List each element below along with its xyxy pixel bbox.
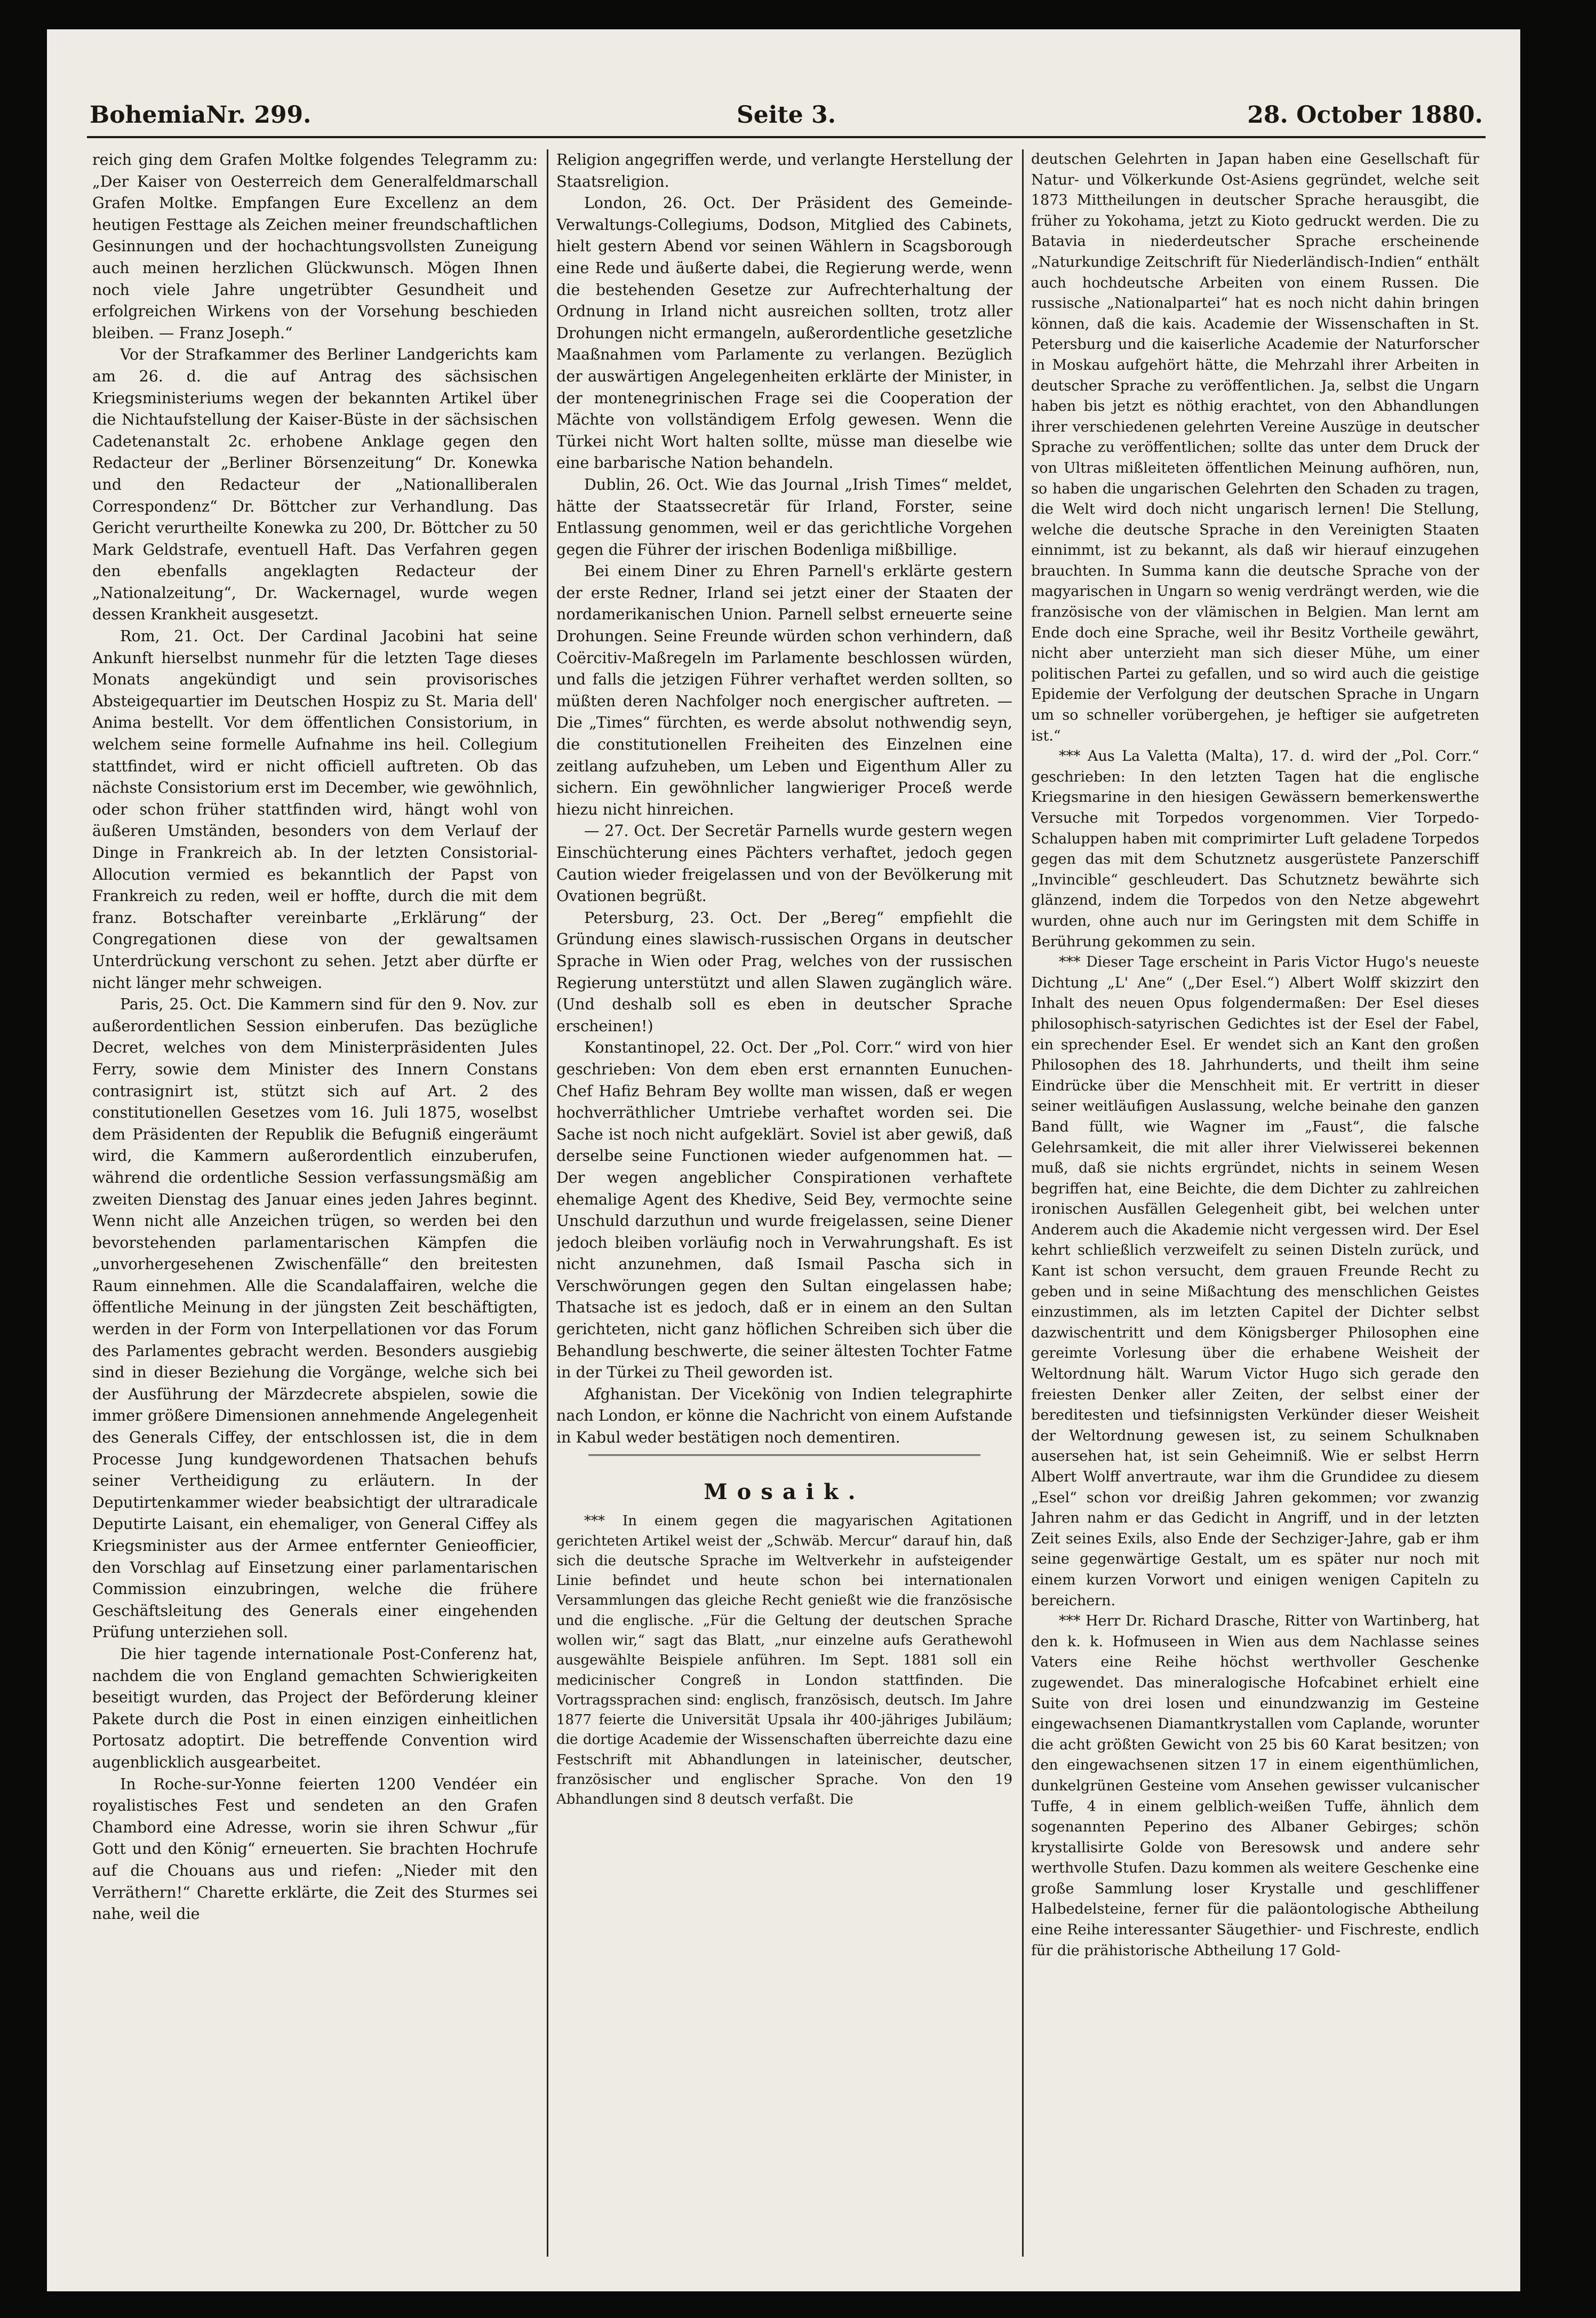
column-1 xyxy=(92,149,538,2267)
issue-number: BohemiaNr. 299. xyxy=(90,101,312,129)
column-divider xyxy=(1022,149,1024,2257)
article-paragraph: *** In einem gegen die magyarischen Agitationen gerichteten Artikel weist der „Schwäb. Mercur“ darauf hin, daß sich die deutsche Sprache im Weltverkehr in aufsteigender Linie befindet und heute schon bei internationalen Versammlungen das gleiche Recht genießt wie die französische und die englische. „Für die Geltung der deutschen Sprache wollen wir,“ sagt das Blatt, „nur einzelne aufs Gerathewohl ausgewählte Beispiele anführen. Im Sept. 1881 soll ein medicinischer Congreß in London stattfinden. Die Vortragssprachen sind: englisch, französisch, deutsch. Im Jahre 1877 feierte die Universität Upsala ihr 400-jähriges Jubiläum; die dortige Academie der Wissenschaften überreichte dazu eine Festschrift mit Abhandlungen in lateinischer, deutscher, französischer und englischer Sprache. Von den 19 Abhandlungen sind 8 deutsch verfaßt. Die xyxy=(556,1513,1012,1808)
article-paragraph: Die hier tagende internationale Post-Conferenz hat, nachdem die von England gemachten Schwierigkeiten beseitigt wurden, das Project der Beförderung kleiner Pakete durch die Post in einen einzigen einheitlichen Portosatz adoptirt. Die betreffende Convention wird augenblicklich ausgearbeitet. xyxy=(92,1645,538,1771)
article-paragraph: Religion angegriffen werde, und verlangte Herstellung der Staatsreligion. xyxy=(556,151,1012,190)
article-paragraph: Vor der Strafkammer des Berliner Landgerichts kam am 26. d. die auf Antrag des sächsischen Kriegsministeriums wegen der bekannten Artikel über die Nichtaufstellung der Kaiser-Büste in der sächsischen Cadetenanstalt 2c. erhobene Anklage gegen den Redacteur der „Berliner Börsenzeitung“ Dr. Konewka und den Redacteur der „Nationalliberalen Correspondenz“ Dr. Böttcher zur Verhandlung. Das Gericht verurtheilte Konewka zu 200, Dr. Böttcher zu 50 Mark Geldstrafe, eventuell Haft. Das Verfahren gegen den ebenfalls angeklagten Redacteur der „Nationalzeitung“, Dr. Wackernagel, wurde wegen dessen Krankheit ausgesetzt. xyxy=(92,346,538,624)
article-paragraph: Dublin, 26. Oct. Wie das Journal „Irish Times“ meldet, hätte der Staatssecretär für Irland, Forster, seine Entlassung genommen, weil er das gerichtliche Vorgehen gegen die Führer der irischen Bodenliga mißbillige. xyxy=(556,475,1012,559)
article-paragraph: Bei einem Diner zu Ehren Parnell's erklärte gestern der erste Redner, Irland sei jetzt einer der Staaten der nordamerikanischen Union. Parnell selbst erneuerte seine Drohungen. Seine Freunde würden schon verhindern, daß Coërcitiv-Maßregeln im Parlamente beschlossen würden, und falls die jetzigen Führer verhaftet werden sollten, so müßten deren Nachfolger noch energischer auftreten. — Die „Times“ fürchten, es werde absolut nothwendig seyn, die constitutionellen Freiheiten des Einzelnen eine zeitlang aufzuheben, um Leben und Eigenthum Aller zu sichern. Ein gewöhnlicher langwieriger Proceß werde hiezu nicht hinreichen. xyxy=(556,562,1012,818)
issue-date: 28. October 1880. xyxy=(1247,101,1483,129)
article-paragraph: *** Dieser Tage erscheint in Paris Victor Hugo's neueste Dichtung „L' Ane“ („Der Esel.“) Albert Wolff skizzirt den Inhalt des neuen Opus folgendermaßen: Der Esel dieses philosophisch-satyrischen Gedichtes ist der Esel der Fabel, ein sprechender Esel. Er wendet sich an Kant den großen Philosophen des 18. Jahrhunderts, und theilt ihm seine Eindrücke über die Menschheit mit. Er vertritt in dieser seiner weitläufigen Auslassung, welche beinahe den ganzen Band füllt, wie Wagner im „Faust“, die falsche Gelehrsamkeit, die mit aller ihrer Vielwisserei bekennen muß, daß sie nichts ergründet, nichts in seinem Wesen begriffen hat, eine Beichte, die dem Dichter zu zahlreichen ironischen Ausfällen Gelegenheit gibt, bei welchen unter Anderem auch die Akademie nicht vergessen wird. Der Esel kehrt schließlich verzweifelt zu seinen Disteln zurück, und Kant ist schon versucht, dem grauen Freunde Recht zu geben und in seine Mißachtung des menschlichen Geistes einzustimmen, als im letzten Capitel der Dichter selbst dazwischentritt und dem Königsberger Philosophen eine gereimte Vorlesung über die erhabene Weisheit der Weltordnung hält. Warum Victor Hugo sich gerade den freiesten Denker aller Zeiten, der selbst einer der bereditesten und tiefsinnigsten Verkünder dieser Weisheit der Weltordnung gewesen ist, zu seinem Schulknaben ausersehen hat, ist sein Geheimniß. Wie er selbst Herrn Albert Wolff anvertraute, war ihm die Grundidee zu diesem „Esel“ schon vor dreißig Jahren gekommen; vor zwanzig Jahren nahm er das Gedicht in Angriff, und in der letzten Zeit seines Exils, also Ende der Sechziger-Jahre, gab er ihm seine gegenwärtige Gestalt, um es später nur noch mit einem kurzen Vorwort und einigen wenigen Capiteln zu bereichern. xyxy=(1031,954,1479,1609)
article-paragraph: Afghanistan. Der Vicekönig von Indien telegraphirte nach London, er könne die Nachricht von einem Aufstande in Kabul weder bestätigen noch dementiren. xyxy=(556,1385,1012,1447)
article-paragraph: In Roche-sur-Yonne feierten 1200 Vendéer ein royalistisches Fest und sendeten an den Grafen Chambord eine Adresse, worin sie ihren Schwur „für Gott und den König“ erneuerten. Sie brachten Hochrufe auf die Chouans aus und riefen: „Nieder mit den Verräthern!“ Charette erklärte, die Zeit des Sturmes sei nahe, weil die xyxy=(92,1775,538,1923)
article-paragraph: Rom, 21. Oct. Der Cardinal Jacobini hat seine Ankunft hierselbst nunmehr für die letzten Tage dieses Monats angekündigt und sein provisorisches Absteigequartier im Deutschen Hospiz zu St. Maria dell' Anima bestellt. Vor dem öffentlichen Consistorium, in welchem seine formelle Aufnahme ins heil. Collegium stattfindet, wird er nicht officiell auftreten. Ob das nächste Consistorium erst im December, wie gewöhnlich, oder schon früher stattfinden wird, hängt wohl von äußeren Umständen, besonders von dem Verlauf der Dinge in Frankreich ab. In der letzten Consistorial-Allocution vermied es bekanntlich der Papst von Frankreich zu reden, weil er hoffte, durch die mit dem franz. Botschafter vereinbarte „Erklärung“ der Congregationen diese von der gewaltsamen Unterdrückung verschont zu sehen. Jetzt aber dürfte er nicht länger mehr schweigen. xyxy=(92,627,538,992)
newspaper-page xyxy=(47,29,1520,2291)
article-paragraph: deutschen Gelehrten in Japan haben eine Gesellschaft für Natur- und Völkerkunde Ost-Asiens gegründet, welche seit 1873 Mittheilungen in deutscher Sprache herausgibt, die früher zu Yokohama, jetzt zu Kioto gedruckt werden. Die zu Batavia in niederdeutscher Sprache erscheinende „Naturkundige Zeitschrift für Niederländisch-Indien“ enthält auch hochdeutsche Arbeiten von einem Russen. Die russische „Nationalpartei“ hat es noch nicht dahin bringen können, daß die kais. Academie der Wissenschaften in St. Petersburg und die kaiserliche Academie der Naturforscher in Moskau aufgehört hätte, die Mehrzahl ihrer Arbeiten in deutscher Sprache zu veröffentlichen. Ja, selbst die Ungarn haben bis jetzt es nöthig erachtet, von den Abhandlungen ihrer verschiedenen gelehrten Vereine Auszüge in deutscher Sprache zu veröffentlichen; sollte das unter dem Druck der von Ultras mißleiteten öffentlichen Meinung aufhören, nun, so haben die ungarischen Gelehrten den Schaden zu tragen, die Welt wird doch nicht ungarisch lernen! Die Stellung, welche die deutsche Sprache in den Vereinigten Staaten einnimmt, ist zu bekannt, als daß wir hierauf einzugehen brauchten. In Summa kann die deutsche Sprache von der magyarischen in Ungarn so wenig verdrängt werden, wie die französische von der vlämischen in Belgien. Man lernt am Ende doch eine Sprache, weil ihr Besitz Vortheile gewährt, nicht aber unterzieht man sich dieser Mühe, um einer politischen Partei zu gefallen, und so wird auch die geistige Epidemie der Verfolgung der deutschen Sprache in Ungarn um so schneller vorübergehen, je heftiger sie aufgetreten ist.“ xyxy=(1031,151,1479,744)
section-ornament-rule xyxy=(588,1454,980,1465)
article-paragraph: *** Herr Dr. Richard Drasche, Ritter von Wartinberg, hat den k. k. Hofmuseen in Wien aus dem Nachlasse seines Vaters eine Reihe höchst werthvoller Geschenke zugewendet. Das mineralogische Hofcabinet erhielt eine Suite von drei losen und einundzwanzig im Gesteine eingewachsenen Diamantkrystallen vom Caplande, worunter die acht größten Gewicht von 25 bis 60 Karat besitzen; von den eingewachsenen sitzen 17 in einem eigenthümlichen, dunkelgrünen Gesteine vom Ansehen gewisser vulcanischer Tuffe, 4 in einem gelblich-weißen Tuffe, ähnlich dem sogenannten Peperino des Albaner Gebirges; schön krystallisirte Golde von Beresowsk und andere sehr werthvolle Stufen. Dazu kommen als weitere Geschenke eine große Sammlung loser Krystalle und geschliffener Halbedelsteine, ferner für die paläontologische Abtheilung eine Reihe interessanter Säugethier- und Fischreste, endlich für die prähistorische Abtheilung 17 Gold- xyxy=(1031,1613,1479,1959)
article-paragraph: *** Aus La Valetta (Malta), 17. d. wird der „Pol. Corr.“ geschrieben: In den letzten Tagen hat die englische Kriegsmarine in den hiesigen Gewässern bemerkenswerthe Versuche mit Torpedos vorgenommen. Vier Torpedo-Schaluppen haben mit comprimirter Luft geladene Torpedos gegen das mit dem Schutznetz ausgerüstete Panzerschiff „Invincible“ geschleudert. Das Schutznetz bewährte sich glänzend, indem die Torpedos von den Netze abgewehrt wurden, ohne auch nur im Geringsten mit dem Schiffe in Berührung gekommen zu sein. xyxy=(1031,748,1479,950)
article-paragraph: reich ging dem Grafen Moltke folgendes Telegramm zu: „Der Kaiser von Oesterreich dem Generalfeldmarschall Grafen Moltke. Empfangen Eure Excellenz an dem heutigen Festtage als Zeichen meiner freundschaftlichen Gesinnungen und der hochachtungsvollsten Zuneigung auch meinen herzlichen Glückwunsch. Mögen Ihnen noch viele Jahre ungetrübter Gesundheit und erfolgreichen Wirkens von der Vorsehung beschieden bleiben. — Franz Joseph.“ xyxy=(92,151,538,342)
header-rule xyxy=(87,136,1486,138)
section-title-mosaik: Mosaik. xyxy=(704,1479,865,1504)
column-divider xyxy=(547,149,548,2257)
article-paragraph: Konstantinopel, 22. Oct. Der „Pol. Corr.“ wird von hier geschrieben: Von dem eben erst ernannten Eunuchen-Chef Hafiz Behram Bey wollte man wissen, daß er wegen hochverräthlicher Umtriebe verhaftet worden sei. Die Sache ist noch nicht aufgeklärt. Soviel ist aber gewiß, daß derselbe seine Functionen wieder aufgenommen hat. — Der wegen angeblicher Conspirationen verhaftete ehemalige Agent des Khedive, Seid Bey, vermochte seine Unschuld darzuthun und wurde freigelassen, seine Diener jedoch bleiben vorläufig noch in Verwahrungshaft. Es ist nicht anzunehmen, daß Ismail Pascha sich in Verschwörungen gegen den Sultan eingelassen habe; Thatsache ist es jedoch, daß er in einem an den Sultan gerichteten, nicht ganz höflichen Schreiben sich über die Behandlung beschwerte, die seiner ältesten Tochter Fatme in der Türkei zu Theil geworden ist. xyxy=(556,1039,1012,1382)
article-paragraph: — 27. Oct. Der Secretär Parnells wurde gestern wegen Einschüchterung eines Pächters verhaftet, jedoch gegen Caution wieder freigelassen und von der Bevölkerung mit Ovationen begrüßt. xyxy=(556,822,1012,905)
article-paragraph: London, 26. Oct. Der Präsident des Gemeinde-Verwaltungs-Collegiums, Dodson, Mitglied des Cabinets, hielt gestern Abend vor seinen Wählern in Scagsborough eine Rede und äußerte dabei, die Regierung werde, wenn die bestehenden Gesetze zur Aufrechterhaltung der Ordnung in Irland nicht ausreichen sollten, trotz aller Drohungen nicht ermangeln, außerordentliche gesetzliche Maaßnahmen vom Parlamente zu verlangen. Bezüglich der auswärtigen Angelegenheiten erklärte der Minister, in der montenegrinischen Frage sei die Cooperation der Mächte von vollständigem Erfolg gewesen. Wenn die Türkei nicht Wort halten sollte, müsse man dieselbe wie eine barbarische Nation behandeln. xyxy=(556,194,1012,472)
column-3 xyxy=(1031,149,1479,2267)
article-paragraph: Paris, 25. Oct. Die Kammern sind für den 9. Nov. zur außerordentlichen Session einberufen. Das bezügliche Decret, welches von dem Ministerpräsidenten Jules Ferry, sowie dem Minister des Innern Constans contrasignirt ist, stützt sich auf Art. 2 des constitutionellen Gesetzes vom 16. Juli 1875, woselbst dem Präsidenten der Republik die Befugniß eingeräumt wird, die Kammern außerordentlich einzuberufen, während die ordentliche Session verfassungsmäßig am zweiten Dienstag des Januar eines jeden Jahres beginnt. Wenn nicht alle Anzeichen trügen, so werden bei den bevorstehenden parlamentarischen Kämpfen die „unvorhergesehenen Zwischenfälle“ den breitesten Raum einnehmen. Alle die Scandalaffairen, welche die öffentliche Meinung in der jüngsten Zeit beschäftigten, werden in der Form von Interpellationen vor das Forum des Parlamentes gebracht werden. Besonders ausgiebig sind in dieser Beziehung die Vorgänge, welche sich bei der Ausführung der Märzdecrete abspielen, sowie die immer größere Dimensionen annehmende Angelegenheit des Generals Ciffey, der entschlossen ist, die in dem Processe Jung kundgewordenen Thatsachen behufs seiner Vertheidigung zu erläutern. In der Deputirtenkammer wieder beabsichtigt der ultraradicale Deputirte Laisant, ein ehemaliger, von General Ciffey als Kriegsminister aus der Armee entfernter Genieofficier, den Vorschlag auf Einsetzung einer parlamentarischen Commission einzubringen, welche die frühere Geschäftsleitung des Generals einer eingehenden Prüfung unterziehen soll. xyxy=(92,995,538,1642)
article-paragraph: Petersburg, 23. Oct. Der „Bereg“ empfiehlt die Gründung eines slawisch-russischen Organs in deutscher Sprache in Wien oder Prag, welches von der russischen Regierung unterstützt und allen Slawen zugänglich wäre. (Und deshalb soll es eben in deutscher Sprache erscheinen!) xyxy=(556,909,1012,1035)
page-number: Seite 3. xyxy=(736,101,836,129)
column-2 xyxy=(556,149,1012,2267)
